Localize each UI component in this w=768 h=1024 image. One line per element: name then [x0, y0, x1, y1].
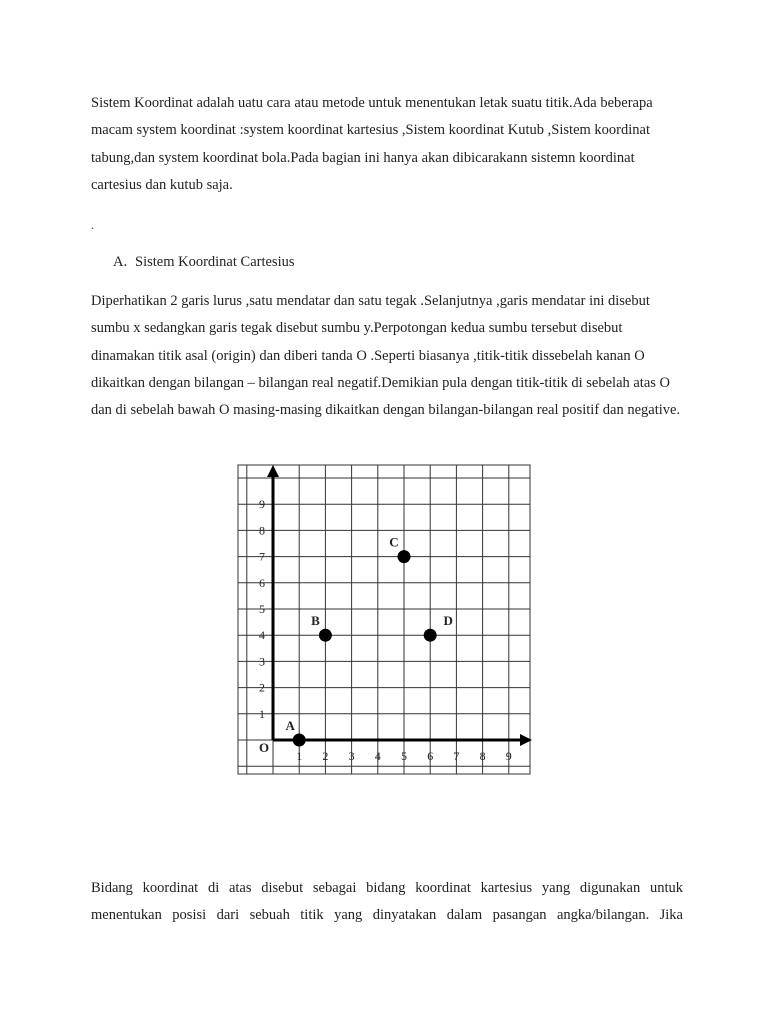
y-tick-label: 6 [259, 575, 265, 590]
origin-label: O [258, 740, 270, 755]
closing-paragraph-line-2: menentukan posisi dari sebuah titik yang dinyatakan dalam pasangan angka/bilangan. Jika [91, 907, 683, 924]
coordinate-plane-chart [236, 463, 533, 776]
x-tick-label: 8 [479, 749, 486, 763]
y-axis-arrow [267, 465, 279, 477]
x-tick-label: 6 [427, 749, 434, 763]
closing-paragraph [91, 875, 683, 930]
y-tick-label: 3 [259, 654, 265, 669]
point-b-label: B [311, 613, 320, 629]
y-tick-label: 8 [259, 523, 265, 538]
y-tick-label: 4 [259, 628, 265, 643]
coordinate-figure [236, 463, 533, 776]
y-tick-label: 1 [259, 706, 265, 721]
section-title: Sistem Koordinat Cartesius [135, 254, 295, 270]
point-c-marker [398, 550, 411, 563]
intro-paragraph: Sistem Koordinat adalah uatu cara atau metode untuk menentukan letak suatu titik.Ada beberapa macam system koordinat :system koordinat kartesius ,Sistem koordinat Kutub ,Sistem koordinat tabung,dan system koordinat bola.Pada bagian ini hanya akan dibicarakann sistemn koordinat cartesius dan kutub saja. [91, 95, 653, 193]
point-a-label: A [285, 718, 295, 733]
point-c-label: C [389, 534, 399, 550]
x-tick-label: 1 [296, 749, 303, 763]
closing-paragraph-line-1: Bidang koordinat di atas disebut sebagai bidang koordinat kartesius yang digunakan untuk [91, 880, 683, 896]
x-tick-label: 4 [374, 749, 381, 763]
y-tick-label: 9 [259, 497, 265, 512]
point-d-marker [424, 629, 437, 642]
x-tick-label: 5 [401, 749, 407, 763]
point-b-marker [319, 629, 332, 642]
stray-dot: . [91, 218, 94, 232]
section-heading [113, 252, 295, 272]
section-number: A. [113, 254, 128, 270]
point-a-marker [293, 734, 306, 747]
x-tick-label: 9 [505, 749, 512, 763]
x-tick-label: 2 [322, 749, 329, 763]
y-tick-label: 2 [259, 680, 265, 695]
x-tick-label: 3 [348, 749, 355, 763]
cartesian-paragraph: Diperhatikan 2 garis lurus ,satu mendatar dan satu tegak .Selanjutnya ,garis mendatar ini disebut sumbu x sedangkan garis tegak disebut sumbu y.Perpotongan kedua sumbu tersebut disebut dinamakan titik asal (origin) dan diberi tanda O .Seperti biasanya ,titik-titik dissebelah kanan O dikaitkan dengan bilangan – bilangan real negatif.Demikian pula dengan titik-titik di sebelah atas O dan di sebelah bawah O masing-masing dikaitkan dengan bilangan-bilangan real positif dan negative. [91, 293, 681, 419]
grid-border [238, 465, 530, 774]
point-d-label: D [443, 613, 453, 629]
y-tick-label: 5 [259, 602, 265, 616]
x-tick-label: 7 [453, 749, 460, 763]
y-tick-label: 7 [259, 549, 265, 564]
